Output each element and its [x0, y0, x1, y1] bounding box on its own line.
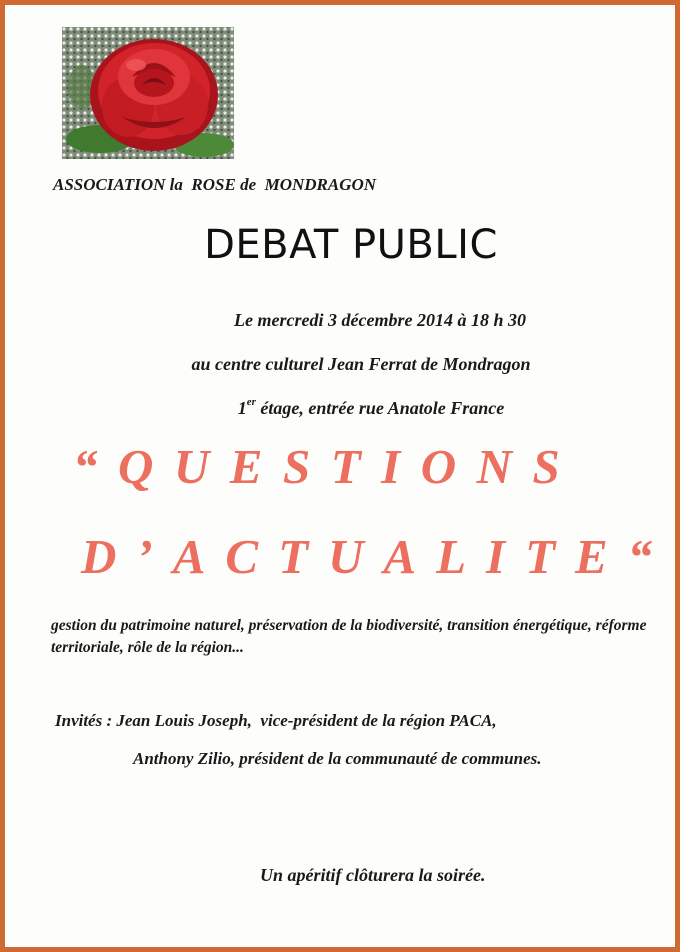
page-title: DEBAT PUBLIC: [204, 222, 498, 268]
floor-superscript: er: [246, 396, 256, 408]
floor-details: étage, entrée rue Anatole France: [255, 398, 505, 418]
theme-line-1: “QUESTIONS: [73, 439, 581, 494]
event-date: Le mercredi 3 décembre 2014 à 18 h 30: [234, 310, 526, 330]
theme-line-2: D’ACTUALITE“: [81, 529, 673, 584]
topics-text: gestion du patrimoine naturel, préservation de la biodiversité, transition énergétique, réforme territoriale, rôle de la région...: [51, 617, 647, 656]
guest-line-1: Invités : Jean Louis Joseph, vice-président de la région PACA,: [55, 711, 497, 730]
floor-number: 1: [237, 398, 247, 418]
closing-note: Un apéritif clôturera la soirée.: [260, 865, 486, 885]
rose-icon: [62, 27, 234, 159]
event-place: au centre culturel Jean Ferrat de Mondragon: [191, 354, 531, 374]
association-name: ASSOCIATION la ROSE de MONDRAGON: [53, 175, 377, 194]
guest-line-2: Anthony Zilio, président de la communauté de communes.: [133, 749, 542, 768]
event-floor: [5, 398, 680, 419]
